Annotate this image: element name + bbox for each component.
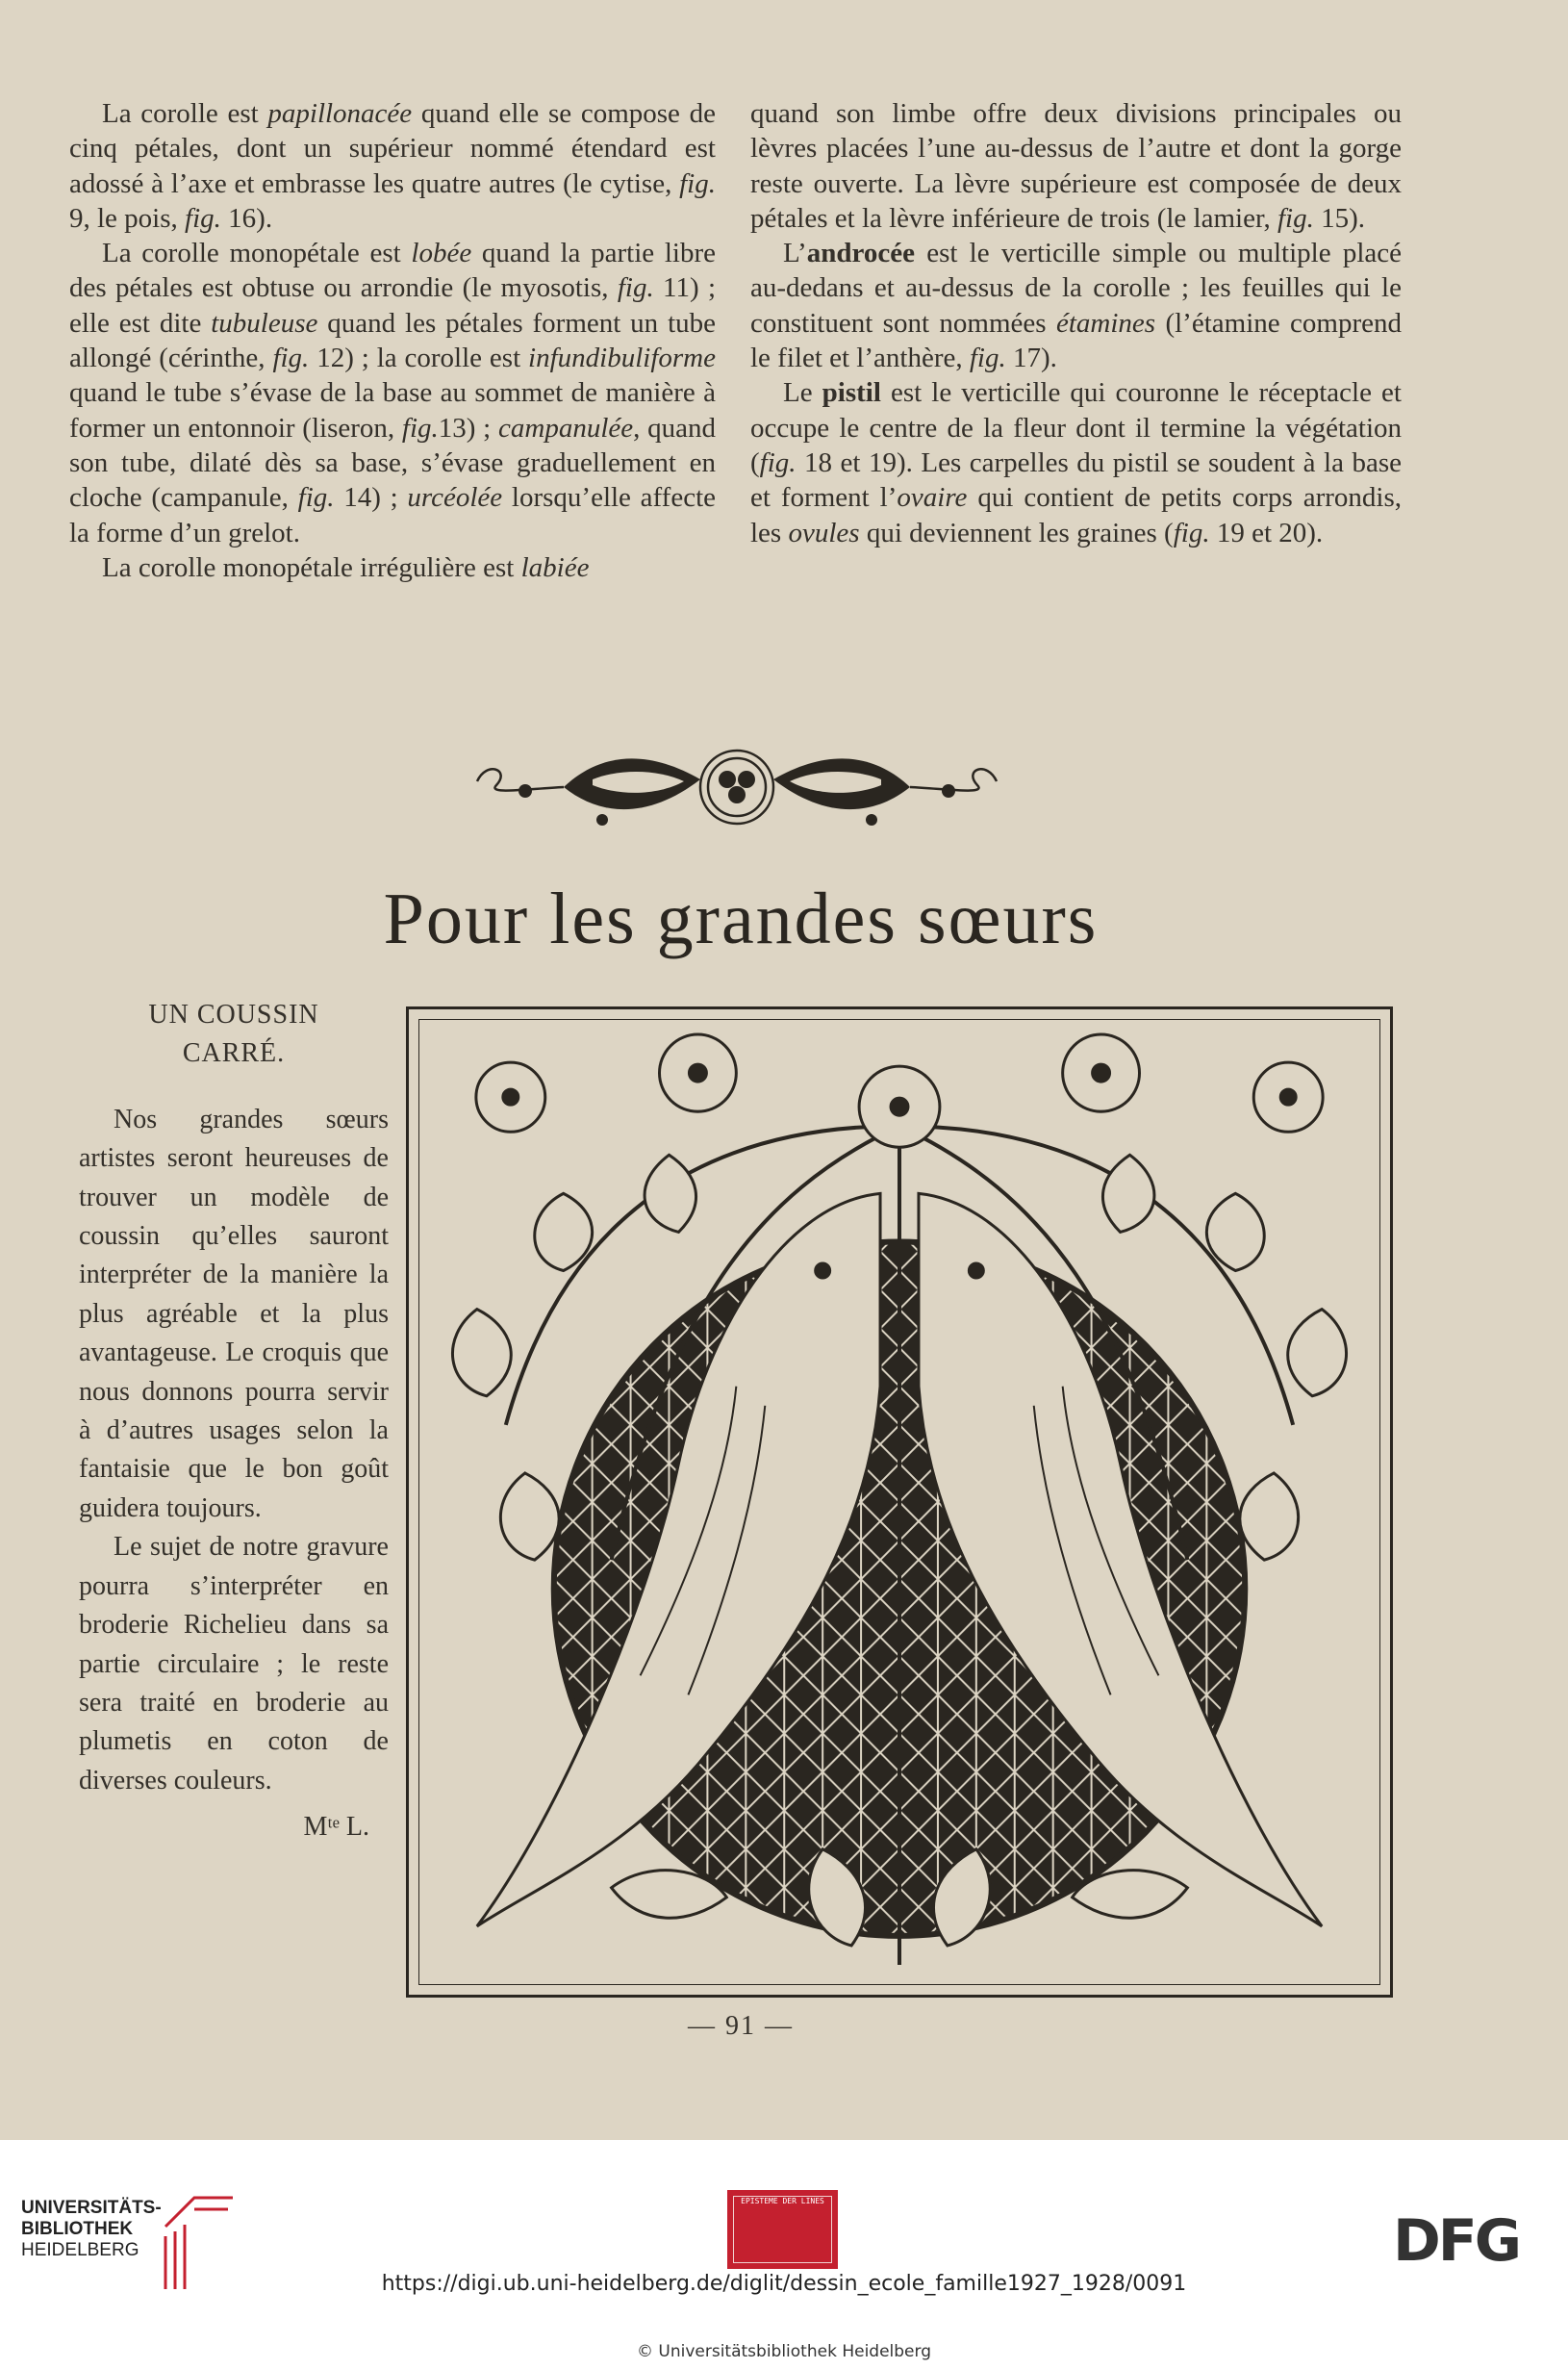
article-paragraph-2: Le sujet de notre gravure pourra s’interpréter en broderie Richelieu dans sa partie circulaire ; le reste sera traité en broderie au plumetis en coton de diverses couleurs. bbox=[79, 1532, 389, 1796]
cushion-illustration-inner-border bbox=[418, 1019, 1380, 1985]
viewer-footer bbox=[0, 2140, 1568, 2369]
article-sidebar bbox=[79, 991, 389, 1847]
copyright-notice: © Universitätsbibliothek Heidelberg bbox=[636, 2342, 931, 2361]
project-logo-text: EPISTEME DER LINES bbox=[733, 2196, 832, 2263]
digitization-project-logo[interactable] bbox=[727, 2190, 838, 2269]
right-paragraph-2: L’androcée est le verticille simple ou multiple placé au-dedans et au-dessus de la corolle ; les feuilles qui le constituent sont nommées étamines (l’étamine comprend le filet et l’anthère, fig. 17). bbox=[750, 238, 1402, 374]
section-title: Pour les grandes sœurs bbox=[383, 879, 1099, 959]
right-paragraph-3: Le pistil est le verticille qui couronne le réceptacle et occupe le centre de la fleur dont il termine la végétation (fig. 18 et 19). Les carpelles du pistil se soudent à la base et forment l’ovaire qui contient de petits corps arrondis, les ovules qui deviennent les graines (fig. 19 et 20). bbox=[750, 377, 1402, 548]
left-paragraph-2: La corolle monopétale est lobée quand la partie libre des pétales est obtuse ou arrondie (le myosotis, fig. 11) ; elle est dite tubuleuse quand les pétales forment un tube allongé (cérinthe, fig. 12) ; la corolle est infundibuliforme quand le tube s’évase de la base au sommet de manière à former un entonnoir (liseron, fig.13) ; campanulée, quand son tube, dilaté dès sa base, s’évase graduellement en cloche (campanule, fig. 14) ; urcéolée lorsqu’elle affecte la forme d’un grelot. bbox=[69, 238, 717, 548]
dfg-logo[interactable]: DFG bbox=[1393, 2207, 1520, 2275]
left-paragraph-3: La corolle monopétale irrégulière est labiée bbox=[102, 551, 590, 583]
article-heading-line-1: UN COUSSIN bbox=[148, 1000, 319, 1030]
cushion-illustration-frame bbox=[406, 1006, 1393, 1998]
article-signature: Mᵗᵉ L. bbox=[303, 1812, 369, 1843]
birds-cushion-illustration bbox=[419, 1020, 1379, 1984]
left-text-column bbox=[69, 96, 716, 585]
right-text-column bbox=[750, 96, 1402, 550]
page-number: — 91 — bbox=[688, 2011, 794, 2041]
article-heading-line-2: CARRÉ. bbox=[182, 1038, 286, 1069]
left-paragraph-1: La corolle est papillonacée quand elle se compose de cinq pétales, dont un supérieur nommé étendard est adossé à l’axe et embrasse les quatre autres (le cytise, fig. 9, le pois, fig. 16). bbox=[69, 98, 716, 234]
right-paragraph-1: quand son limbe offre deux divisions principales ou lèvres placées l’une au-dessus de l’autre et dont la gorge reste ouverte. La lèvre supérieure est composée de deux pétales et la lèvre inférieure de trois (le lamier, fig. 15). bbox=[750, 98, 1402, 234]
floral-ornament bbox=[468, 731, 1006, 847]
permalink-url[interactable]: https://digi.ub.uni-heidelberg.de/diglit/dessin_ecole_famille1927_1928/0091 bbox=[381, 2272, 1187, 2296]
library-name: UNIVERSITÄTS- BIBLIOTHEK HEIDELBERG bbox=[21, 2198, 162, 2260]
article-paragraph-1: Nos grandes sœurs artistes seront heureuses de trouver un modèle de coussin qu’elles sauront interpréter de la manière la plus agréable et la plus avantageuse. Le croquis que nous donnons pourra servir à d’autres usages selon la fantaisie que le bon goût guidera toujours. bbox=[79, 1104, 389, 1523]
